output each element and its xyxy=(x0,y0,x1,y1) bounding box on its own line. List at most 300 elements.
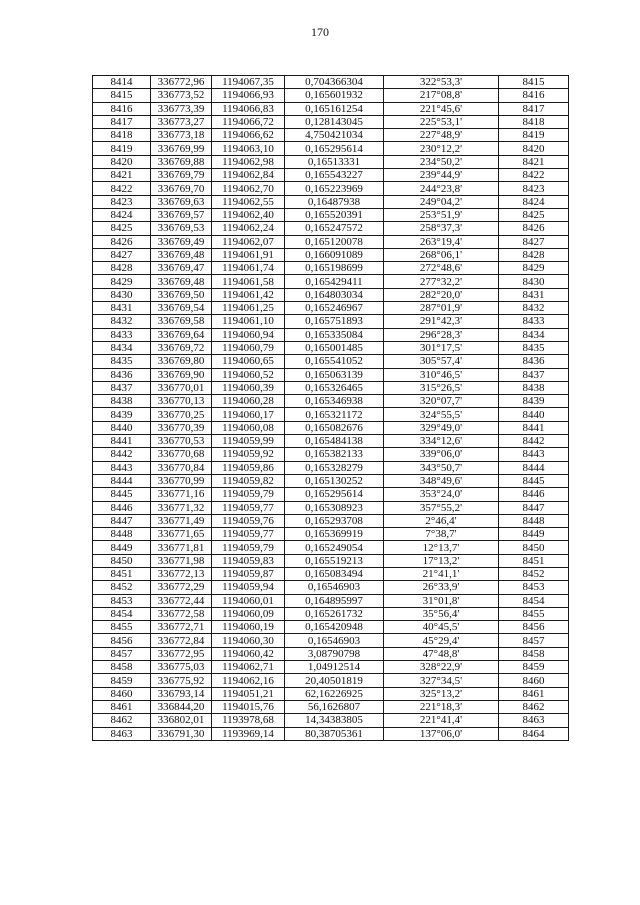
distance-cell: 0,165751893 xyxy=(285,315,384,328)
next-point-id-cell: 8458 xyxy=(499,647,569,660)
table-row xyxy=(93,461,569,474)
table-row xyxy=(93,302,569,315)
distance-cell: 0,165223969 xyxy=(285,182,384,195)
next-point-id-cell: 8451 xyxy=(499,554,569,567)
x-coordinate-cell: 336769,90 xyxy=(151,368,212,381)
bearing-cell: 287°01,9' xyxy=(384,302,499,315)
y-coordinate-cell: 1194059,79 xyxy=(212,488,285,501)
distance-cell: 0,165520391 xyxy=(285,208,384,221)
distance-cell: 20,40501819 xyxy=(285,674,384,687)
point-id-cell: 8442 xyxy=(93,448,151,461)
y-coordinate-cell: 1194061,74 xyxy=(212,262,285,275)
next-point-id-cell: 8428 xyxy=(499,248,569,261)
distance-cell: 0,165261732 xyxy=(285,607,384,620)
x-coordinate-cell: 336769,99 xyxy=(151,142,212,155)
next-point-id-cell: 8448 xyxy=(499,514,569,527)
distance-cell: 0,165249054 xyxy=(285,541,384,554)
x-coordinate-cell: 336772,96 xyxy=(151,76,212,89)
point-id-cell: 8429 xyxy=(93,275,151,288)
distance-cell: 0,165321172 xyxy=(285,408,384,421)
next-point-id-cell: 8424 xyxy=(499,195,569,208)
table-row xyxy=(93,448,569,461)
next-point-id-cell: 8455 xyxy=(499,607,569,620)
y-coordinate-cell: 1194060,79 xyxy=(212,341,285,354)
point-id-cell: 8443 xyxy=(93,461,151,474)
bearing-cell: 272°48,6' xyxy=(384,262,499,275)
point-id-cell: 8421 xyxy=(93,169,151,182)
next-point-id-cell: 8441 xyxy=(499,421,569,434)
point-id-cell: 8461 xyxy=(93,700,151,713)
x-coordinate-cell: 336844,20 xyxy=(151,700,212,713)
bearing-cell: 329°49,0' xyxy=(384,421,499,434)
bearing-cell: 282°20,0' xyxy=(384,288,499,301)
coordinates-table xyxy=(92,75,569,741)
y-coordinate-cell: 1194061,10 xyxy=(212,315,285,328)
distance-cell: 0,165519213 xyxy=(285,554,384,567)
bearing-cell: 353°24,0' xyxy=(384,488,499,501)
y-coordinate-cell: 1194060,39 xyxy=(212,381,285,394)
distance-cell: 0,165293708 xyxy=(285,514,384,527)
distance-cell: 0,165295614 xyxy=(285,488,384,501)
y-coordinate-cell: 1194061,58 xyxy=(212,275,285,288)
y-coordinate-cell: 1193978,68 xyxy=(212,714,285,727)
x-coordinate-cell: 336769,79 xyxy=(151,169,212,182)
distance-cell: 0,164895997 xyxy=(285,594,384,607)
y-coordinate-cell: 1194061,91 xyxy=(212,248,285,261)
y-coordinate-cell: 1194060,94 xyxy=(212,328,285,341)
bearing-cell: 35°56,4' xyxy=(384,607,499,620)
bearing-cell: 45°29,4' xyxy=(384,634,499,647)
bearing-cell: 322°53,3' xyxy=(384,76,499,89)
y-coordinate-cell: 1194060,65 xyxy=(212,355,285,368)
distance-cell: 0,165543227 xyxy=(285,169,384,182)
bearing-cell: 221°45,6' xyxy=(384,102,499,115)
y-coordinate-cell: 1194015,76 xyxy=(212,700,285,713)
y-coordinate-cell: 1194062,55 xyxy=(212,195,285,208)
x-coordinate-cell: 336802,01 xyxy=(151,714,212,727)
distance-cell: 0,16487938 xyxy=(285,195,384,208)
table-row xyxy=(93,315,569,328)
bearing-cell: 2°46,4' xyxy=(384,514,499,527)
x-coordinate-cell: 336773,27 xyxy=(151,115,212,128)
bearing-cell: 334°12,6' xyxy=(384,435,499,448)
distance-cell: 1,04912514 xyxy=(285,661,384,674)
point-id-cell: 8418 xyxy=(93,129,151,142)
y-coordinate-cell: 1194059,99 xyxy=(212,435,285,448)
next-point-id-cell: 8421 xyxy=(499,155,569,168)
point-id-cell: 8431 xyxy=(93,302,151,315)
x-coordinate-cell: 336771,81 xyxy=(151,541,212,554)
bearing-cell: 348°49,6' xyxy=(384,474,499,487)
x-coordinate-cell: 336772,13 xyxy=(151,567,212,580)
table-row xyxy=(93,674,569,687)
next-point-id-cell: 8420 xyxy=(499,142,569,155)
table-row xyxy=(93,421,569,434)
point-id-cell: 8460 xyxy=(93,687,151,700)
distance-cell: 0,165001485 xyxy=(285,341,384,354)
y-coordinate-cell: 1194063,10 xyxy=(212,142,285,155)
bearing-cell: 291°42,3' xyxy=(384,315,499,328)
table-row xyxy=(93,155,569,168)
y-coordinate-cell: 1194060,30 xyxy=(212,634,285,647)
table-row xyxy=(93,607,569,620)
next-point-id-cell: 8443 xyxy=(499,448,569,461)
distance-cell: 0,16513331 xyxy=(285,155,384,168)
bearing-cell: 7°38,7' xyxy=(384,528,499,541)
next-point-id-cell: 8434 xyxy=(499,328,569,341)
next-point-id-cell: 8459 xyxy=(499,661,569,674)
point-id-cell: 8422 xyxy=(93,182,151,195)
table-row xyxy=(93,621,569,634)
x-coordinate-cell: 336771,49 xyxy=(151,514,212,527)
next-point-id-cell: 8415 xyxy=(499,76,569,89)
bearing-cell: 17°13,2' xyxy=(384,554,499,567)
table-row xyxy=(93,714,569,727)
distance-cell: 0,165326465 xyxy=(285,381,384,394)
point-id-cell: 8415 xyxy=(93,89,151,102)
point-id-cell: 8419 xyxy=(93,142,151,155)
y-coordinate-cell: 1194062,71 xyxy=(212,661,285,674)
table-row xyxy=(93,288,569,301)
table-row xyxy=(93,541,569,554)
bearing-cell: 244°23,8' xyxy=(384,182,499,195)
x-coordinate-cell: 336769,70 xyxy=(151,182,212,195)
x-coordinate-cell: 336773,52 xyxy=(151,89,212,102)
y-coordinate-cell: 1194051,21 xyxy=(212,687,285,700)
distance-cell: 4,750421034 xyxy=(285,129,384,142)
point-id-cell: 8414 xyxy=(93,76,151,89)
point-id-cell: 8420 xyxy=(93,155,151,168)
next-point-id-cell: 8449 xyxy=(499,528,569,541)
point-id-cell: 8459 xyxy=(93,674,151,687)
point-id-cell: 8444 xyxy=(93,474,151,487)
y-coordinate-cell: 1194067,35 xyxy=(212,76,285,89)
bearing-cell: 315°26,5' xyxy=(384,381,499,394)
next-point-id-cell: 8437 xyxy=(499,368,569,381)
y-coordinate-cell: 1194062,16 xyxy=(212,674,285,687)
table-row xyxy=(93,102,569,115)
y-coordinate-cell: 1194059,83 xyxy=(212,554,285,567)
x-coordinate-cell: 336771,98 xyxy=(151,554,212,567)
distance-cell: 0,165420948 xyxy=(285,621,384,634)
bearing-cell: 26°33,9' xyxy=(384,581,499,594)
x-coordinate-cell: 336772,84 xyxy=(151,634,212,647)
point-id-cell: 8462 xyxy=(93,714,151,727)
table-row xyxy=(93,115,569,128)
table-row xyxy=(93,341,569,354)
point-id-cell: 8454 xyxy=(93,607,151,620)
bearing-cell: 221°41,4' xyxy=(384,714,499,727)
bearing-cell: 221°18,3' xyxy=(384,700,499,713)
table-row xyxy=(93,647,569,660)
point-id-cell: 8416 xyxy=(93,102,151,115)
table-row xyxy=(93,567,569,580)
distance-cell: 0,165335084 xyxy=(285,328,384,341)
table-row xyxy=(93,594,569,607)
next-point-id-cell: 8445 xyxy=(499,474,569,487)
next-point-id-cell: 8438 xyxy=(499,381,569,394)
bearing-cell: 258°37,3' xyxy=(384,222,499,235)
distance-cell: 3,08790798 xyxy=(285,647,384,660)
distance-cell: 0,165382133 xyxy=(285,448,384,461)
distance-cell: 0,128143045 xyxy=(285,115,384,128)
x-coordinate-cell: 336769,63 xyxy=(151,195,212,208)
y-coordinate-cell: 1194066,62 xyxy=(212,129,285,142)
table-body xyxy=(93,76,569,741)
y-coordinate-cell: 1194059,76 xyxy=(212,514,285,527)
next-point-id-cell: 8454 xyxy=(499,594,569,607)
y-coordinate-cell: 1194060,17 xyxy=(212,408,285,421)
table-row xyxy=(93,661,569,674)
x-coordinate-cell: 336772,95 xyxy=(151,647,212,660)
y-coordinate-cell: 1194066,93 xyxy=(212,89,285,102)
point-id-cell: 8440 xyxy=(93,421,151,434)
x-coordinate-cell: 336772,44 xyxy=(151,594,212,607)
next-point-id-cell: 8419 xyxy=(499,129,569,142)
y-coordinate-cell: 1194059,94 xyxy=(212,581,285,594)
next-point-id-cell: 8435 xyxy=(499,341,569,354)
bearing-cell: 31°01,8' xyxy=(384,594,499,607)
next-point-id-cell: 8446 xyxy=(499,488,569,501)
bearing-cell: 249°04,2' xyxy=(384,195,499,208)
table-row xyxy=(93,262,569,275)
bearing-cell: 227°48,9' xyxy=(384,129,499,142)
table-row xyxy=(93,687,569,700)
point-id-cell: 8456 xyxy=(93,634,151,647)
next-point-id-cell: 8447 xyxy=(499,501,569,514)
distance-cell: 0,165130252 xyxy=(285,474,384,487)
table-row xyxy=(93,581,569,594)
point-id-cell: 8455 xyxy=(93,621,151,634)
table-row xyxy=(93,76,569,89)
point-id-cell: 8427 xyxy=(93,248,151,261)
next-point-id-cell: 8436 xyxy=(499,355,569,368)
y-coordinate-cell: 1194059,77 xyxy=(212,528,285,541)
x-coordinate-cell: 336769,57 xyxy=(151,208,212,221)
distance-cell: 0,165247572 xyxy=(285,222,384,235)
y-coordinate-cell: 1194059,77 xyxy=(212,501,285,514)
point-id-cell: 8441 xyxy=(93,435,151,448)
x-coordinate-cell: 336769,72 xyxy=(151,341,212,354)
y-coordinate-cell: 1194059,86 xyxy=(212,461,285,474)
y-coordinate-cell: 1194060,42 xyxy=(212,647,285,660)
point-id-cell: 8428 xyxy=(93,262,151,275)
x-coordinate-cell: 336769,49 xyxy=(151,235,212,248)
distance-cell: 0,165246967 xyxy=(285,302,384,315)
table-row xyxy=(93,328,569,341)
x-coordinate-cell: 336771,32 xyxy=(151,501,212,514)
next-point-id-cell: 8418 xyxy=(499,115,569,128)
y-coordinate-cell: 1194059,79 xyxy=(212,541,285,554)
next-point-id-cell: 8461 xyxy=(499,687,569,700)
y-coordinate-cell: 1194060,09 xyxy=(212,607,285,620)
point-id-cell: 8453 xyxy=(93,594,151,607)
next-point-id-cell: 8439 xyxy=(499,395,569,408)
table-row xyxy=(93,395,569,408)
x-coordinate-cell: 336775,03 xyxy=(151,661,212,674)
bearing-cell: 263°19,4' xyxy=(384,235,499,248)
page-number: 170 xyxy=(311,25,329,39)
y-coordinate-cell: 1194060,01 xyxy=(212,594,285,607)
next-point-id-cell: 8442 xyxy=(499,435,569,448)
next-point-id-cell: 8433 xyxy=(499,315,569,328)
bearing-cell: 343°50,7' xyxy=(384,461,499,474)
y-coordinate-cell: 1194062,07 xyxy=(212,235,285,248)
table-row xyxy=(93,195,569,208)
x-coordinate-cell: 336770,01 xyxy=(151,381,212,394)
table-row xyxy=(93,474,569,487)
x-coordinate-cell: 336770,39 xyxy=(151,421,212,434)
point-id-cell: 8448 xyxy=(93,528,151,541)
next-point-id-cell: 8450 xyxy=(499,541,569,554)
point-id-cell: 8446 xyxy=(93,501,151,514)
bearing-cell: 327°34,5' xyxy=(384,674,499,687)
table-row xyxy=(93,488,569,501)
bearing-cell: 234°50,2' xyxy=(384,155,499,168)
next-point-id-cell: 8460 xyxy=(499,674,569,687)
y-coordinate-cell: 1194059,82 xyxy=(212,474,285,487)
point-id-cell: 8417 xyxy=(93,115,151,128)
distance-cell: 0,165120078 xyxy=(285,235,384,248)
x-coordinate-cell: 336772,71 xyxy=(151,621,212,634)
table-row xyxy=(93,142,569,155)
bearing-cell: 339°06,0' xyxy=(384,448,499,461)
distance-cell: 0,704366304 xyxy=(285,76,384,89)
bearing-cell: 137°06,0' xyxy=(384,727,499,740)
y-coordinate-cell: 1194062,70 xyxy=(212,182,285,195)
next-point-id-cell: 8423 xyxy=(499,182,569,195)
bearing-cell: 310°46,5' xyxy=(384,368,499,381)
distance-cell: 0,165295614 xyxy=(285,142,384,155)
table-row xyxy=(93,501,569,514)
y-coordinate-cell: 1194062,40 xyxy=(212,208,285,221)
y-coordinate-cell: 1194062,24 xyxy=(212,222,285,235)
table-row xyxy=(93,129,569,142)
distance-cell: 0,165063139 xyxy=(285,368,384,381)
bearing-cell: 305°57,4' xyxy=(384,355,499,368)
point-id-cell: 8423 xyxy=(93,195,151,208)
bearing-cell: 239°44,9' xyxy=(384,169,499,182)
table-row xyxy=(93,514,569,527)
x-coordinate-cell: 336775,92 xyxy=(151,674,212,687)
x-coordinate-cell: 336793,14 xyxy=(151,687,212,700)
next-point-id-cell: 8427 xyxy=(499,235,569,248)
distance-cell: 0,165328279 xyxy=(285,461,384,474)
x-coordinate-cell: 336771,65 xyxy=(151,528,212,541)
bearing-cell: 320°07,7' xyxy=(384,395,499,408)
table-row xyxy=(93,700,569,713)
table-row xyxy=(93,368,569,381)
next-point-id-cell: 8431 xyxy=(499,288,569,301)
distance-cell: 14,34383805 xyxy=(285,714,384,727)
point-id-cell: 8438 xyxy=(93,395,151,408)
point-id-cell: 8425 xyxy=(93,222,151,235)
x-coordinate-cell: 336770,68 xyxy=(151,448,212,461)
x-coordinate-cell: 336770,53 xyxy=(151,435,212,448)
point-id-cell: 8463 xyxy=(93,727,151,740)
table-row xyxy=(93,235,569,248)
bearing-cell: 296°28,3' xyxy=(384,328,499,341)
distance-cell: 0,166091089 xyxy=(285,248,384,261)
x-coordinate-cell: 336769,48 xyxy=(151,248,212,261)
bearing-cell: 357°55,2' xyxy=(384,501,499,514)
x-coordinate-cell: 336770,25 xyxy=(151,408,212,421)
table-row xyxy=(93,355,569,368)
y-coordinate-cell: 1194061,42 xyxy=(212,288,285,301)
table-row xyxy=(93,182,569,195)
distance-cell: 0,165429411 xyxy=(285,275,384,288)
y-coordinate-cell: 1194060,52 xyxy=(212,368,285,381)
y-coordinate-cell: 1194062,84 xyxy=(212,169,285,182)
point-id-cell: 8430 xyxy=(93,288,151,301)
distance-cell: 0,16546903 xyxy=(285,581,384,594)
next-point-id-cell: 8422 xyxy=(499,169,569,182)
next-point-id-cell: 8417 xyxy=(499,102,569,115)
point-id-cell: 8452 xyxy=(93,581,151,594)
x-coordinate-cell: 336770,99 xyxy=(151,474,212,487)
table-row xyxy=(93,208,569,221)
x-coordinate-cell: 336773,18 xyxy=(151,129,212,142)
bearing-cell: 324°55,5' xyxy=(384,408,499,421)
point-id-cell: 8435 xyxy=(93,355,151,368)
bearing-cell: 268°06,1' xyxy=(384,248,499,261)
distance-cell: 0,165198699 xyxy=(285,262,384,275)
x-coordinate-cell: 336772,29 xyxy=(151,581,212,594)
bearing-cell: 328°22,9' xyxy=(384,661,499,674)
y-coordinate-cell: 1194066,83 xyxy=(212,102,285,115)
point-id-cell: 8437 xyxy=(93,381,151,394)
x-coordinate-cell: 336791,30 xyxy=(151,727,212,740)
table-row xyxy=(93,248,569,261)
distance-cell: 0,165369919 xyxy=(285,528,384,541)
point-id-cell: 8436 xyxy=(93,368,151,381)
bearing-cell: 230°12,2' xyxy=(384,142,499,155)
point-id-cell: 8432 xyxy=(93,315,151,328)
table-row xyxy=(93,381,569,394)
bearing-cell: 301°17,5' xyxy=(384,341,499,354)
bearing-cell: 47°48,8' xyxy=(384,647,499,660)
next-point-id-cell: 8425 xyxy=(499,208,569,221)
table-row xyxy=(93,169,569,182)
x-coordinate-cell: 336769,53 xyxy=(151,222,212,235)
bearing-cell: 277°32,2' xyxy=(384,275,499,288)
distance-cell: 0,165346938 xyxy=(285,395,384,408)
point-id-cell: 8434 xyxy=(93,341,151,354)
point-id-cell: 8451 xyxy=(93,567,151,580)
distance-cell: 0,164803034 xyxy=(285,288,384,301)
point-id-cell: 8457 xyxy=(93,647,151,660)
point-id-cell: 8424 xyxy=(93,208,151,221)
next-point-id-cell: 8464 xyxy=(499,727,569,740)
table-row xyxy=(93,554,569,567)
y-coordinate-cell: 1194060,08 xyxy=(212,421,285,434)
table-row xyxy=(93,634,569,647)
next-point-id-cell: 8462 xyxy=(499,700,569,713)
distance-cell: 56,1626807 xyxy=(285,700,384,713)
x-coordinate-cell: 336770,84 xyxy=(151,461,212,474)
distance-cell: 80,38705361 xyxy=(285,727,384,740)
table-row xyxy=(93,528,569,541)
x-coordinate-cell: 336769,58 xyxy=(151,315,212,328)
distance-cell: 0,165601932 xyxy=(285,89,384,102)
y-coordinate-cell: 1194060,19 xyxy=(212,621,285,634)
point-id-cell: 8450 xyxy=(93,554,151,567)
distance-cell: 0,165541052 xyxy=(285,355,384,368)
point-id-cell: 8447 xyxy=(93,514,151,527)
next-point-id-cell: 8432 xyxy=(499,302,569,315)
x-coordinate-cell: 336769,54 xyxy=(151,302,212,315)
point-id-cell: 8445 xyxy=(93,488,151,501)
